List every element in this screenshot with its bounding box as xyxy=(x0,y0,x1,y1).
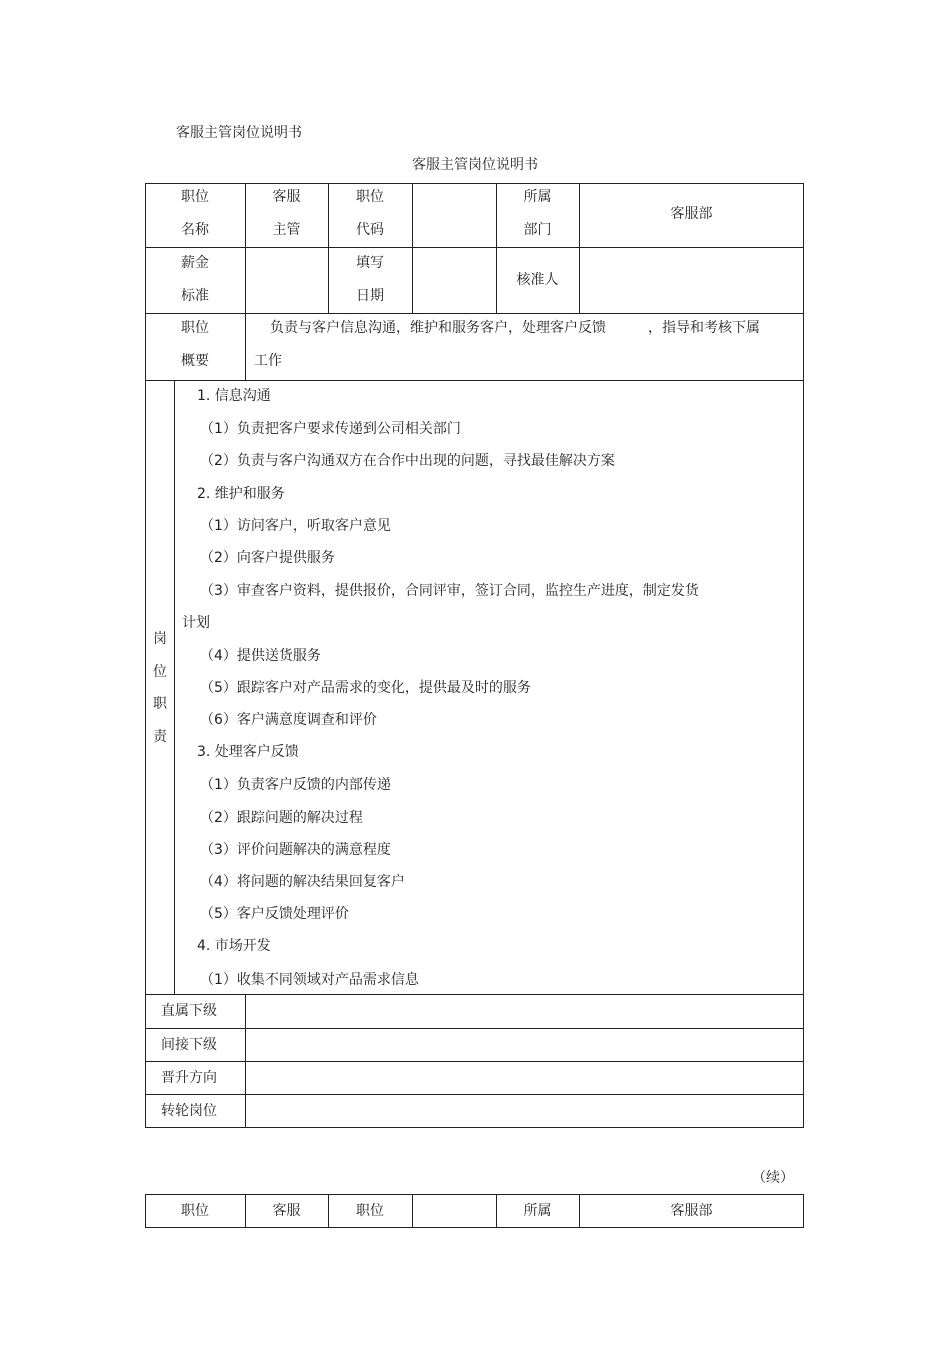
duty-line: （3）审查客户资料，提供报价，合同评审，签订合同，监控生产进度，制定发货 xyxy=(200,583,699,599)
duties-label-char: 责 xyxy=(153,729,167,745)
promotion-direction-label: 晋升方向 xyxy=(161,1070,217,1086)
department-label: 所属 部门 xyxy=(523,189,552,238)
duty-line: 1. 信息沟通 xyxy=(197,388,271,404)
duty-line: （4）提供送货服务 xyxy=(200,648,321,664)
t2-position-label: 职位 xyxy=(181,1203,209,1219)
duty-line: （1）收集不同领域对产品需求信息 xyxy=(200,972,419,988)
duty-line: （2）向客户提供服务 xyxy=(200,550,335,566)
t2-position-value: 客服 xyxy=(272,1203,301,1219)
duties-label-char: 岗 xyxy=(153,631,167,647)
rotation-position-label: 转轮岗位 xyxy=(161,1103,217,1119)
position-name-label: 职位 名称 xyxy=(181,189,209,238)
continued-label: （续） xyxy=(752,1170,794,1186)
department-value: 客服部 xyxy=(670,206,713,222)
direct-subordinate-label: 直属下级 xyxy=(161,1003,217,1019)
duty-line: （6）客户满意度调查和评价 xyxy=(200,712,377,728)
duty-line: （5）跟踪客户对产品需求的变化，提供最及时的服务 xyxy=(200,680,531,696)
t2-department-label: 所属 xyxy=(523,1203,552,1219)
t2-department-value: 客服部 xyxy=(670,1203,713,1219)
indirect-subordinate-label: 间接下级 xyxy=(161,1037,217,1053)
fill-date-label: 填写 日期 xyxy=(356,255,384,304)
duty-line: （1）访问客户，听取客户意见 xyxy=(200,518,391,534)
duty-line: 计划 xyxy=(182,615,210,631)
position-code-label: 职位 代码 xyxy=(356,189,384,238)
duty-line: 3. 处理客户反馈 xyxy=(197,744,299,760)
duty-line: 4. 市场开发 xyxy=(197,938,271,954)
summary-label: 职位 概要 xyxy=(181,320,209,369)
approver-label: 核准人 xyxy=(516,272,559,288)
duty-line: （5）客户反馈处理评价 xyxy=(200,906,349,922)
duty-line: （2）负责与客户沟通双方在合作中出现的问题，寻找最佳解决方案 xyxy=(200,453,615,469)
duty-line: （1）负责客户反馈的内部传递 xyxy=(200,777,391,793)
duty-line: （1）负责把客户要求传递到公司相关部门 xyxy=(200,421,461,437)
document-title: 客服主管岗位说明书 xyxy=(176,125,302,141)
duties-label-char: 位 xyxy=(153,664,167,680)
duty-line: （2）跟踪问题的解决过程 xyxy=(200,810,363,826)
t2-code-label: 职位 xyxy=(356,1203,384,1219)
duties-label-char: 职 xyxy=(153,696,167,712)
salary-label: 薪金 标准 xyxy=(181,255,209,304)
duty-line: 2. 维护和服务 xyxy=(197,486,285,502)
table-title: 客服主管岗位说明书 xyxy=(412,157,538,173)
duty-line: （4）将问题的解决结果回复客户 xyxy=(200,874,405,890)
position-name-value: 客服 主管 xyxy=(272,189,301,238)
summary-text-line2: 工作 xyxy=(254,353,282,369)
summary-text-line1: 负责与客户信息沟通，维护和服务客户，处理客户反馈 ，指导和考核下属 xyxy=(270,320,760,336)
duty-line: （3）评价问题解决的满意程度 xyxy=(200,842,391,858)
